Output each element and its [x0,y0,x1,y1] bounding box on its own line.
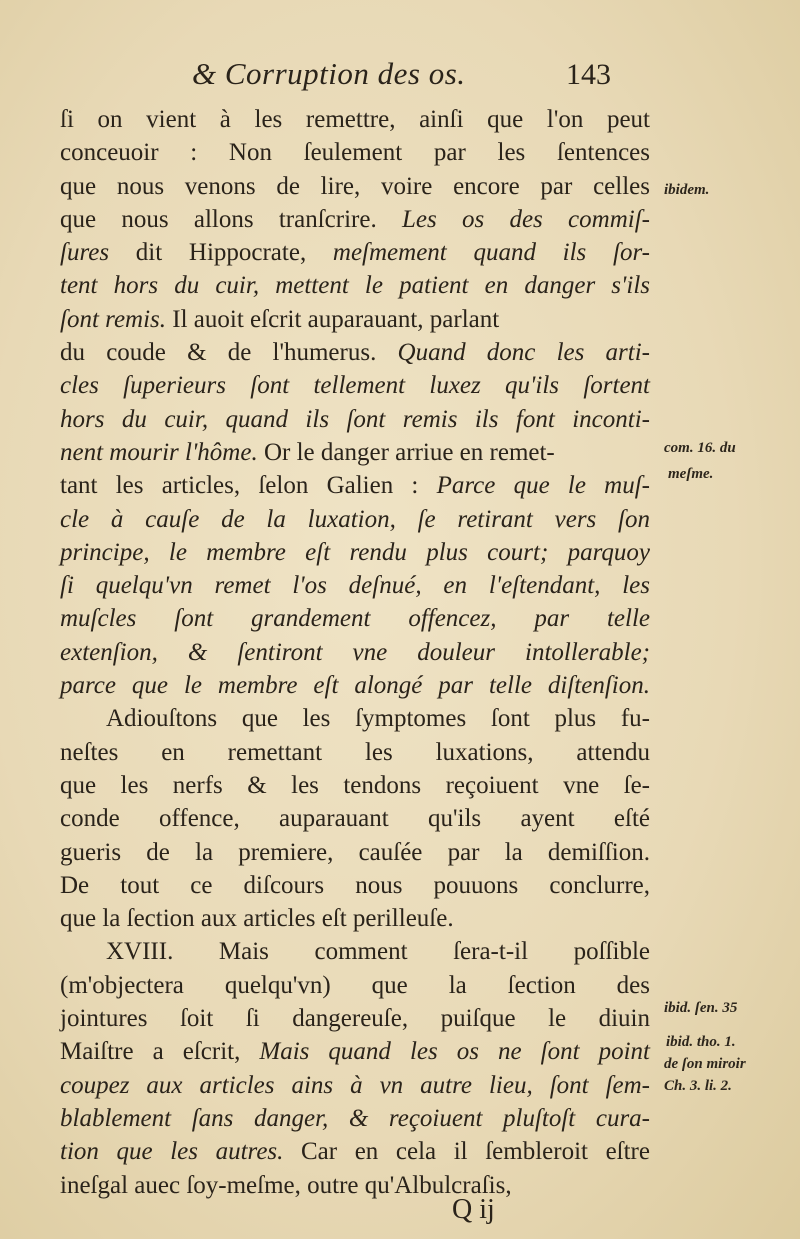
text-line [60,436,650,469]
italic-quote-segment: blablement ſans danger, & reçoiuent pluſtoſt cura- [60,1104,650,1132]
margin-note-ibid-tho-line2: de ſon miroir [664,1056,746,1072]
text-segment: XVIII. Mais comment ſera-t-il poſſible [106,938,650,966]
italic-quote-segment: Quand donc les arti- [397,339,650,367]
text-line [60,869,650,902]
text-segment: ineſgal auec ſoy-meſme, outre qu'Albulcraſis, [60,1171,512,1199]
italic-quote-segment: meſmement quand ils ſor- [332,239,650,267]
page-header [0,52,800,102]
italic-quote-segment: Mais quand les os ne ſont point [259,1038,650,1066]
text-line [60,935,650,968]
text-segment: dit Hippocrate, [109,239,333,267]
text-line [60,469,650,502]
text-line [60,536,650,569]
text-line [60,203,650,236]
italic-quote-segment: nent mourir l'hôme. [60,438,258,466]
text-segment: neſtes en remettant les luxations, attendu [60,738,650,766]
italic-quote-segment: parce que le membre eſt alongé par telle diſtenſion. [60,672,650,700]
text-line [60,669,650,702]
text-segment: conceuoir : Non ſeulement par les ſentences [60,139,650,167]
body-text [60,103,650,1202]
italic-quote-segment: Parce que le muſ- [436,472,651,500]
text-segment: Il auoit eſcrit auparauant, parlant [166,305,500,333]
text-segment: que nous venons de lire, voire encore par celles [60,172,650,200]
italic-quote-segment: coupez aux articles ains à vn autre lieu, ſont ſem- [60,1071,650,1099]
signature-mark: Q ij [452,1194,495,1225]
page-number: 143 [566,58,611,91]
text-line [60,269,650,302]
text-segment: De tout ce diſcours nous pouuons conclurre, [60,871,650,899]
text-line [60,736,650,769]
text-line [60,303,650,336]
text-segment: Adiouſtons que les ſymptomes ſont plus fu- [106,705,650,733]
text-segment: ſi on vient à les remettre, ainſi que l'on peut [60,106,650,133]
text-segment: que les nerfs & les tendons reçoiuent vne ſe- [60,771,650,799]
text-line [60,336,650,369]
italic-quote-segment: Les os des commiſ- [401,205,650,233]
margin-note-com-16-line1: com. 16. du [664,440,736,456]
text-line [60,636,650,669]
text-line [60,170,650,203]
italic-quote-segment: cle à cauſe de la luxation, ſe retirant vers ſon [60,505,650,533]
text-line [60,1135,650,1168]
text-segment: du coude & de l'humerus. [60,339,398,367]
text-line [60,403,650,436]
text-segment: que la ſection aux articles eſt perilleuſe. [60,905,454,933]
text-line [60,1002,650,1035]
text-line [60,836,650,869]
text-line [60,1035,650,1068]
margin-note-ibid-tho-line3: Ch. 3. li. 2. [664,1078,732,1094]
italic-quote-segment: cles ſuperieurs ſont tellement luxez qu'ils ſortent [60,372,650,400]
margin-note-com-16-line2: meſme. [668,466,714,482]
text-line [60,1102,650,1135]
italic-quote-segment: ſont remis. [60,305,167,333]
text-line [60,1169,650,1202]
text-segment: Maiſtre a eſcrit, [60,1038,260,1066]
text-line [60,969,650,1002]
text-line [60,702,650,735]
text-segment: gueris de la premiere, cauſée par la demiſſion. [60,838,650,866]
italic-quote-segment: extenſion, & ſentiront vne douleur intollerable; [60,638,650,666]
margin-note-ibid-sen: ibid. ſen. 35 [664,1000,738,1016]
italic-quote-segment: ſures [60,239,110,267]
italic-quote-segment: tent hors du cuir, mettent le patient en danger s'ils [60,272,650,300]
italic-quote-segment: principe, le membre eſt rendu plus court; parquoy [60,538,650,566]
text-segment: (m'objectera quelqu'vn) que la ſection des [60,971,650,999]
text-line [60,369,650,402]
text-line [60,1069,650,1102]
running-title: & Corruption des os. [192,56,466,91]
text-line [60,902,650,935]
text-segment: Or le danger arriue en remet- [257,438,555,466]
text-line [60,602,650,635]
text-segment: jointures ſoit ſi dangereuſe, puiſque le diuin [60,1005,650,1033]
text-segment: que nous allons tranſcrire. [60,205,402,233]
text-line [60,236,650,269]
text-line [60,503,650,536]
text-line [60,769,650,802]
text-segment: tant les articles, ſelon Galien : [60,472,437,500]
margin-note-ibid-tho-line1: ibid. tho. 1. [666,1034,736,1050]
margin-note-ibidem: ibidem. [664,182,710,198]
italic-quote-segment: hors du cuir, quand ils ſont remis ils font inconti- [60,405,650,433]
text-line [60,103,650,136]
text-line [60,136,650,169]
text-segment: conde offence, auparauant qu'ils ayent eſté [60,805,650,833]
text-segment: Car en cela il ſembleroit eſtre [283,1138,650,1166]
italic-quote-segment: muſcles ſont grandement offencez, par telle [60,605,650,633]
italic-quote-segment: ſi quelqu'vn remet l'os deſnué, en l'eſtendant, les [60,572,650,600]
text-line [60,802,650,835]
italic-quote-segment: tion que les autres. [60,1138,284,1166]
text-line [60,569,650,602]
